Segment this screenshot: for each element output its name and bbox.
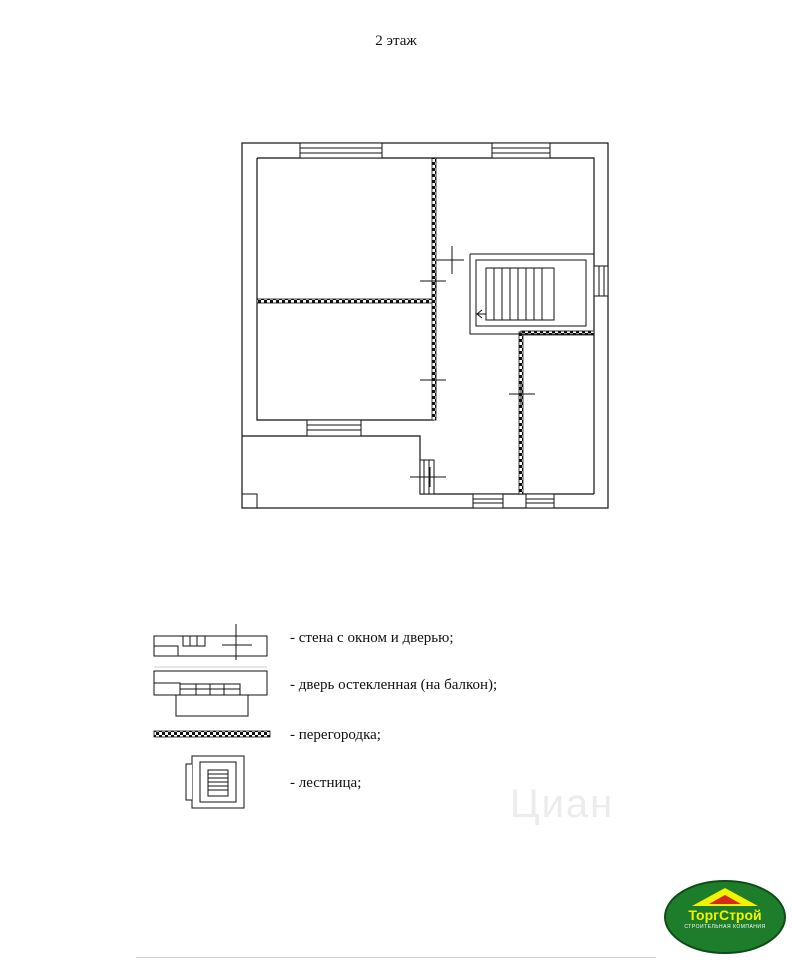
floor-title: 2 этаж — [375, 33, 417, 49]
glazed-door-symbol — [154, 671, 267, 716]
staircase-symbol — [186, 756, 244, 808]
divider — [136, 957, 656, 958]
legend-label-partition: - перегородка; — [290, 727, 381, 743]
legend-label-staircase: - лестница; — [290, 775, 362, 791]
partition-symbol — [154, 731, 270, 737]
watermark: Циан — [510, 782, 615, 826]
legend-label-wall: - стена с окном и дверью; — [290, 630, 454, 646]
logo-subtitle: СТРОИТЕЛЬНАЯ КОМПАНИЯ — [684, 924, 766, 930]
logo-name: ТоргСтрой — [688, 907, 762, 923]
legend-label-glazed-door: - дверь остекленная (на балкон); — [290, 677, 498, 693]
wall-window-door-symbol — [154, 624, 267, 660]
company-logo — [664, 880, 786, 954]
